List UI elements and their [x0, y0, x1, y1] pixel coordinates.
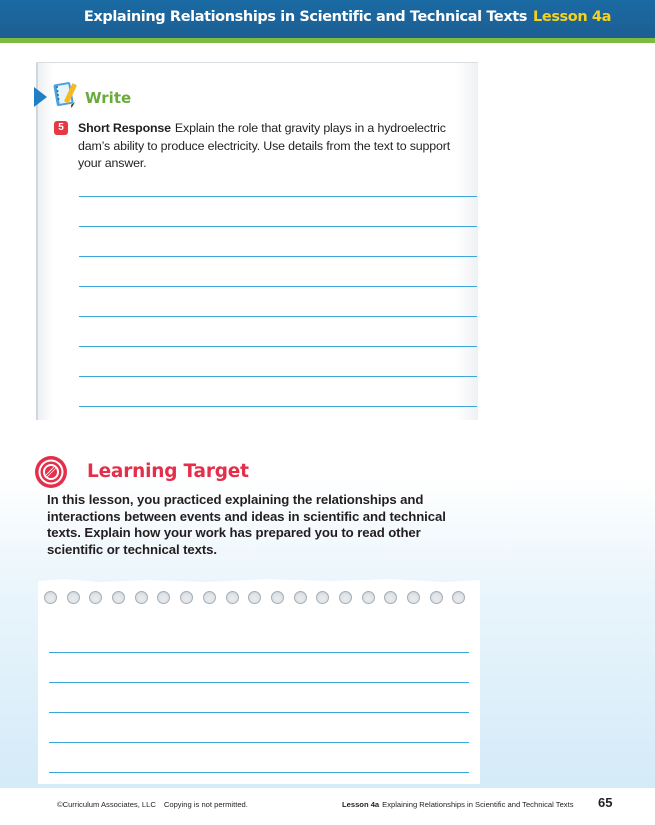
hole: [362, 591, 375, 604]
learning-target-heading: Learning Target: [87, 461, 249, 482]
question-number-badge: 5: [54, 121, 68, 135]
hole: [248, 591, 261, 604]
question-body: Explain the role that gravity plays in a hydroelectric dam’s ability to produce electricity. Use details from the text to support your answer.: [78, 121, 451, 170]
hole: [271, 591, 284, 604]
footer-lesson-title: Explaining Relationships in Scientific and Technical Texts: [382, 800, 574, 809]
hole: [226, 591, 239, 604]
question-title: Short Response: [78, 121, 171, 135]
answer-line[interactable]: [79, 196, 477, 226]
hole: [294, 591, 307, 604]
hole: [89, 591, 102, 604]
target-answer-area[interactable]: [49, 652, 469, 802]
answer-line[interactable]: [49, 652, 469, 682]
copyright-text: ©Curriculum Associates, LLC: [57, 800, 156, 809]
answer-line[interactable]: [79, 226, 477, 256]
learning-target-prompt: In this lesson, you practiced explaining the relationships and interactions between events and ideas in scientific and technical texts. Explain how your work has prepared you to read other scientific or technical texts.: [47, 492, 446, 557]
header-stripe: [0, 38, 655, 43]
hole: [180, 591, 193, 604]
notebook-pencil-icon: [52, 79, 80, 109]
hole: [135, 591, 148, 604]
footer-lesson-number: Lesson 4a: [342, 800, 380, 809]
question-text: [78, 120, 476, 173]
write-heading: Write: [85, 89, 132, 107]
hole: [203, 591, 216, 604]
answer-line[interactable]: [79, 256, 477, 286]
answer-line[interactable]: [79, 406, 477, 436]
hole: [339, 591, 352, 604]
spiral-holes: [44, 591, 474, 607]
header-title: [84, 9, 611, 25]
hole: [157, 591, 170, 604]
hole: [384, 591, 397, 604]
hole: [407, 591, 420, 604]
hole: [67, 591, 80, 604]
answer-area[interactable]: [79, 196, 477, 436]
hole: [430, 591, 443, 604]
target-icon: [34, 455, 68, 489]
hole: [44, 591, 57, 604]
notebook-paper: [38, 579, 480, 784]
header-lesson-number: Lesson 4a: [533, 9, 611, 25]
answer-line[interactable]: [79, 316, 477, 346]
hole: [452, 591, 465, 604]
footer-copyright: [57, 800, 248, 809]
answer-line[interactable]: [49, 742, 469, 772]
answer-line[interactable]: [49, 712, 469, 742]
answer-line[interactable]: [49, 682, 469, 712]
arrow-flag-icon: [34, 87, 47, 107]
answer-line[interactable]: [79, 286, 477, 316]
copy-notice: Copying is not permitted.: [163, 800, 248, 809]
footer-lesson: [342, 800, 574, 809]
hole: [316, 591, 329, 604]
answer-line[interactable]: [79, 346, 477, 376]
answer-line[interactable]: [79, 376, 477, 406]
header-lesson-title: Explaining Relationships in Scientific and Technical Texts: [83, 9, 528, 25]
hole: [112, 591, 125, 604]
page-number: 65: [598, 795, 613, 810]
